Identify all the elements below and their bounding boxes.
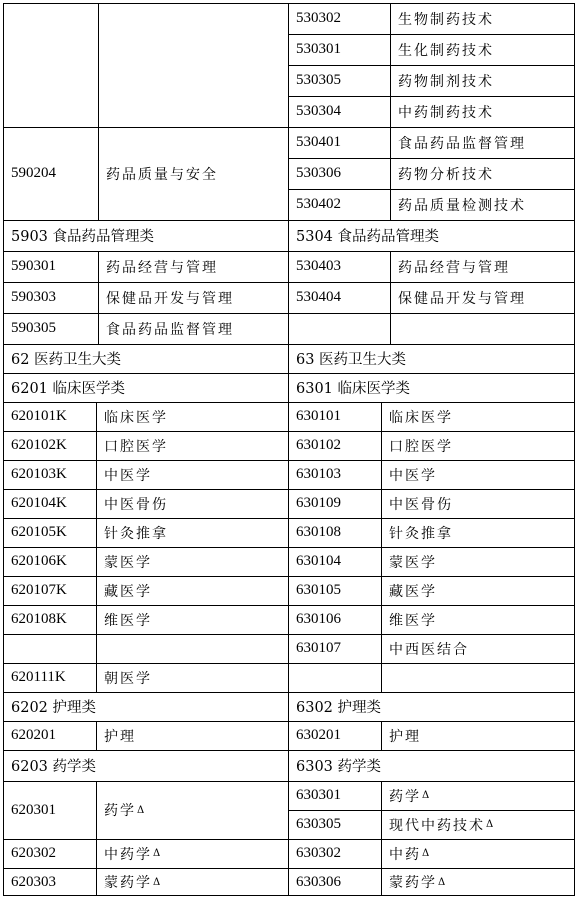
right-code: 630109 [296, 495, 341, 511]
right-name: 保健品开发与管理 [398, 290, 526, 307]
right-name-empty [390, 313, 575, 344]
left-name: 中药学 Δ [104, 846, 161, 863]
right-code: 630106 [296, 611, 341, 627]
empty-left-name-cell [98, 3, 288, 127]
grid-hline [3, 313, 575, 314]
grid-hline [3, 868, 575, 869]
left-name: 针灸推拿 [104, 525, 168, 542]
left-code: 620301 [11, 801, 56, 818]
grid-vline [96, 721, 97, 750]
right-name: 中医骨伤 [389, 496, 453, 513]
grid-hline [3, 373, 575, 374]
right-code: 530402 [296, 196, 341, 212]
left-code-590204: 590204 [11, 165, 56, 181]
grid-hline [3, 220, 575, 221]
right-name: 藏医学 [389, 583, 437, 600]
grid-vline [381, 402, 382, 692]
left-code: 620104K [11, 495, 67, 511]
right-name: 中医学 [389, 467, 437, 484]
right-code: 530306 [296, 165, 341, 181]
major-catalog-table [3, 3, 575, 896]
right-name: 针灸推拿 [389, 525, 453, 542]
left-code: 620103K [11, 466, 67, 482]
grid-vline [381, 721, 382, 750]
right-code: 630105 [296, 582, 341, 598]
right-name: 药品经营与管理 [398, 259, 510, 276]
grid-hline [288, 810, 575, 811]
grid-hline [3, 460, 575, 461]
left-section-header: 6202 护理类 [11, 700, 97, 716]
delta-mark: Δ [137, 804, 145, 816]
left-code: 620106K [11, 553, 67, 569]
left-section-header: 6203 药学类 [11, 759, 97, 775]
right-name: 中西医结合 [389, 641, 469, 658]
left-code: 590301 [11, 258, 56, 274]
left-name: 蒙药学 Δ [104, 875, 161, 891]
right-name: 现代中药技术 Δ [389, 817, 494, 834]
right-name: 中药 Δ [389, 846, 430, 863]
right-name: 维医学 [389, 612, 437, 629]
center-divider [288, 3, 289, 896]
right-code: 530305 [296, 72, 341, 88]
table-border-bottom [3, 895, 575, 896]
left-section-header: 5903 食品药品管理类 [11, 229, 155, 245]
grid-hline [3, 692, 575, 693]
grid-hline [3, 344, 575, 345]
left-name: 藏医学 [104, 583, 152, 600]
left-code: 620303 [11, 873, 56, 890]
right-code: 630104 [296, 553, 341, 569]
right-name: 药物分析技术 [398, 166, 494, 183]
right-name: 食品药品监督管理 [398, 135, 526, 152]
left-code: 620105K [11, 524, 67, 540]
right-name: 蒙药学 Δ [389, 875, 446, 891]
left-name-590204: 药品质量与安全 [106, 166, 218, 183]
delta-mark: Δ [422, 848, 430, 859]
left-name: 中医骨伤 [104, 496, 168, 513]
right-section-header: 6301 临床医学类 [296, 381, 411, 397]
left-name: 保健品开发与管理 [106, 290, 234, 307]
grid-hline [288, 65, 575, 66]
right-category-header: 63 医药卫生大类 [296, 352, 407, 368]
right-code: 630108 [296, 524, 341, 540]
right-name-empty [381, 663, 575, 692]
grid-vline [96, 402, 97, 692]
empty-left-code-cell [3, 3, 98, 127]
grid-hline [3, 127, 575, 128]
grid-vline [98, 251, 99, 344]
right-section-header: 5304 食品药品管理类 [296, 229, 440, 245]
grid-hline [3, 605, 575, 606]
grid-vline [98, 3, 99, 220]
grid-vline [390, 251, 391, 344]
right-code-empty [288, 313, 390, 344]
right-code: 630302 [296, 845, 341, 861]
right-name: 生化制药技术 [398, 42, 494, 59]
left-name: 蒙医学 [104, 554, 152, 571]
table-border-left [3, 3, 4, 896]
right-code: 630107 [296, 640, 341, 656]
left-name: 药学 Δ [104, 803, 145, 819]
grid-vline [96, 781, 97, 896]
left-name: 食品药品监督管理 [106, 321, 234, 338]
left-code: 620108K [11, 611, 67, 627]
right-name: 口腔医学 [389, 438, 453, 455]
left-name: 临床医学 [104, 409, 168, 426]
left-name: 药品经营与管理 [106, 259, 218, 276]
left-code: 620302 [11, 845, 56, 861]
left-section-header: 6201 临床医学类 [11, 381, 126, 397]
right-code: 530302 [296, 10, 341, 26]
left-name: 口腔医学 [104, 438, 168, 455]
right-code: 630306 [296, 873, 341, 890]
right-name: 药品质量检测技术 [398, 197, 526, 214]
right-code-empty [288, 663, 381, 692]
right-code: 530404 [296, 289, 341, 305]
grid-hline [288, 34, 575, 35]
table-border-top [3, 3, 575, 4]
right-code: 530403 [296, 258, 341, 274]
grid-vline [390, 3, 391, 220]
right-name: 中药制药技术 [398, 104, 494, 121]
grid-hline [3, 663, 575, 664]
left-code: 620101K [11, 408, 67, 424]
grid-hline [3, 251, 575, 252]
right-code: 630103 [296, 466, 341, 482]
grid-hline [3, 721, 575, 722]
left-category-header: 62 医药卫生大类 [11, 352, 122, 368]
left-code: 620201 [11, 727, 56, 743]
grid-hline [3, 547, 575, 548]
right-name: 护理 [389, 728, 421, 745]
grid-hline [288, 158, 575, 159]
grid-hline [3, 634, 575, 635]
left-code: 620107K [11, 582, 67, 598]
right-name: 蒙医学 [389, 554, 437, 571]
grid-hline [3, 750, 575, 751]
right-code: 630305 [296, 816, 341, 832]
delta-mark: Δ [422, 790, 430, 801]
left-name: 朝医学 [104, 670, 152, 687]
right-code: 630201 [296, 727, 341, 743]
left-name: 维医学 [104, 612, 152, 629]
grid-hline [3, 489, 575, 490]
left-code: 620111K [11, 669, 66, 685]
left-code: 590305 [11, 320, 56, 336]
left-name: 护理 [104, 728, 136, 745]
delta-mark: Δ [153, 876, 161, 888]
grid-hline [3, 402, 575, 403]
left-code: 590303 [11, 289, 56, 305]
grid-hline [288, 96, 575, 97]
right-section-header: 6303 药学类 [296, 759, 382, 775]
right-name: 生物制药技术 [398, 11, 494, 28]
grid-hline [3, 839, 575, 840]
left-code: 620102K [11, 437, 67, 453]
grid-hline [3, 431, 575, 432]
table-border-right [574, 3, 575, 896]
right-section-header: 6302 护理类 [296, 700, 382, 716]
left-name-empty [96, 634, 288, 663]
delta-mark: Δ [438, 876, 446, 888]
right-name: 临床医学 [389, 409, 453, 426]
right-code: 630101 [296, 408, 341, 424]
right-name: 药学 Δ [389, 788, 430, 805]
left-code-empty [3, 634, 96, 663]
grid-hline [3, 781, 575, 782]
right-code: 530304 [296, 103, 341, 119]
right-name: 药物制剂技术 [398, 73, 494, 90]
grid-hline [3, 576, 575, 577]
right-code: 530301 [296, 41, 341, 57]
delta-mark: Δ [486, 819, 494, 830]
right-code: 530401 [296, 134, 341, 150]
right-code: 630301 [296, 787, 341, 803]
grid-hline [3, 518, 575, 519]
grid-hline [3, 282, 575, 283]
grid-hline [288, 189, 575, 190]
grid-vline [381, 781, 382, 896]
delta-mark: Δ [153, 848, 161, 859]
left-name: 中医学 [104, 467, 152, 484]
right-code: 630102 [296, 437, 341, 453]
